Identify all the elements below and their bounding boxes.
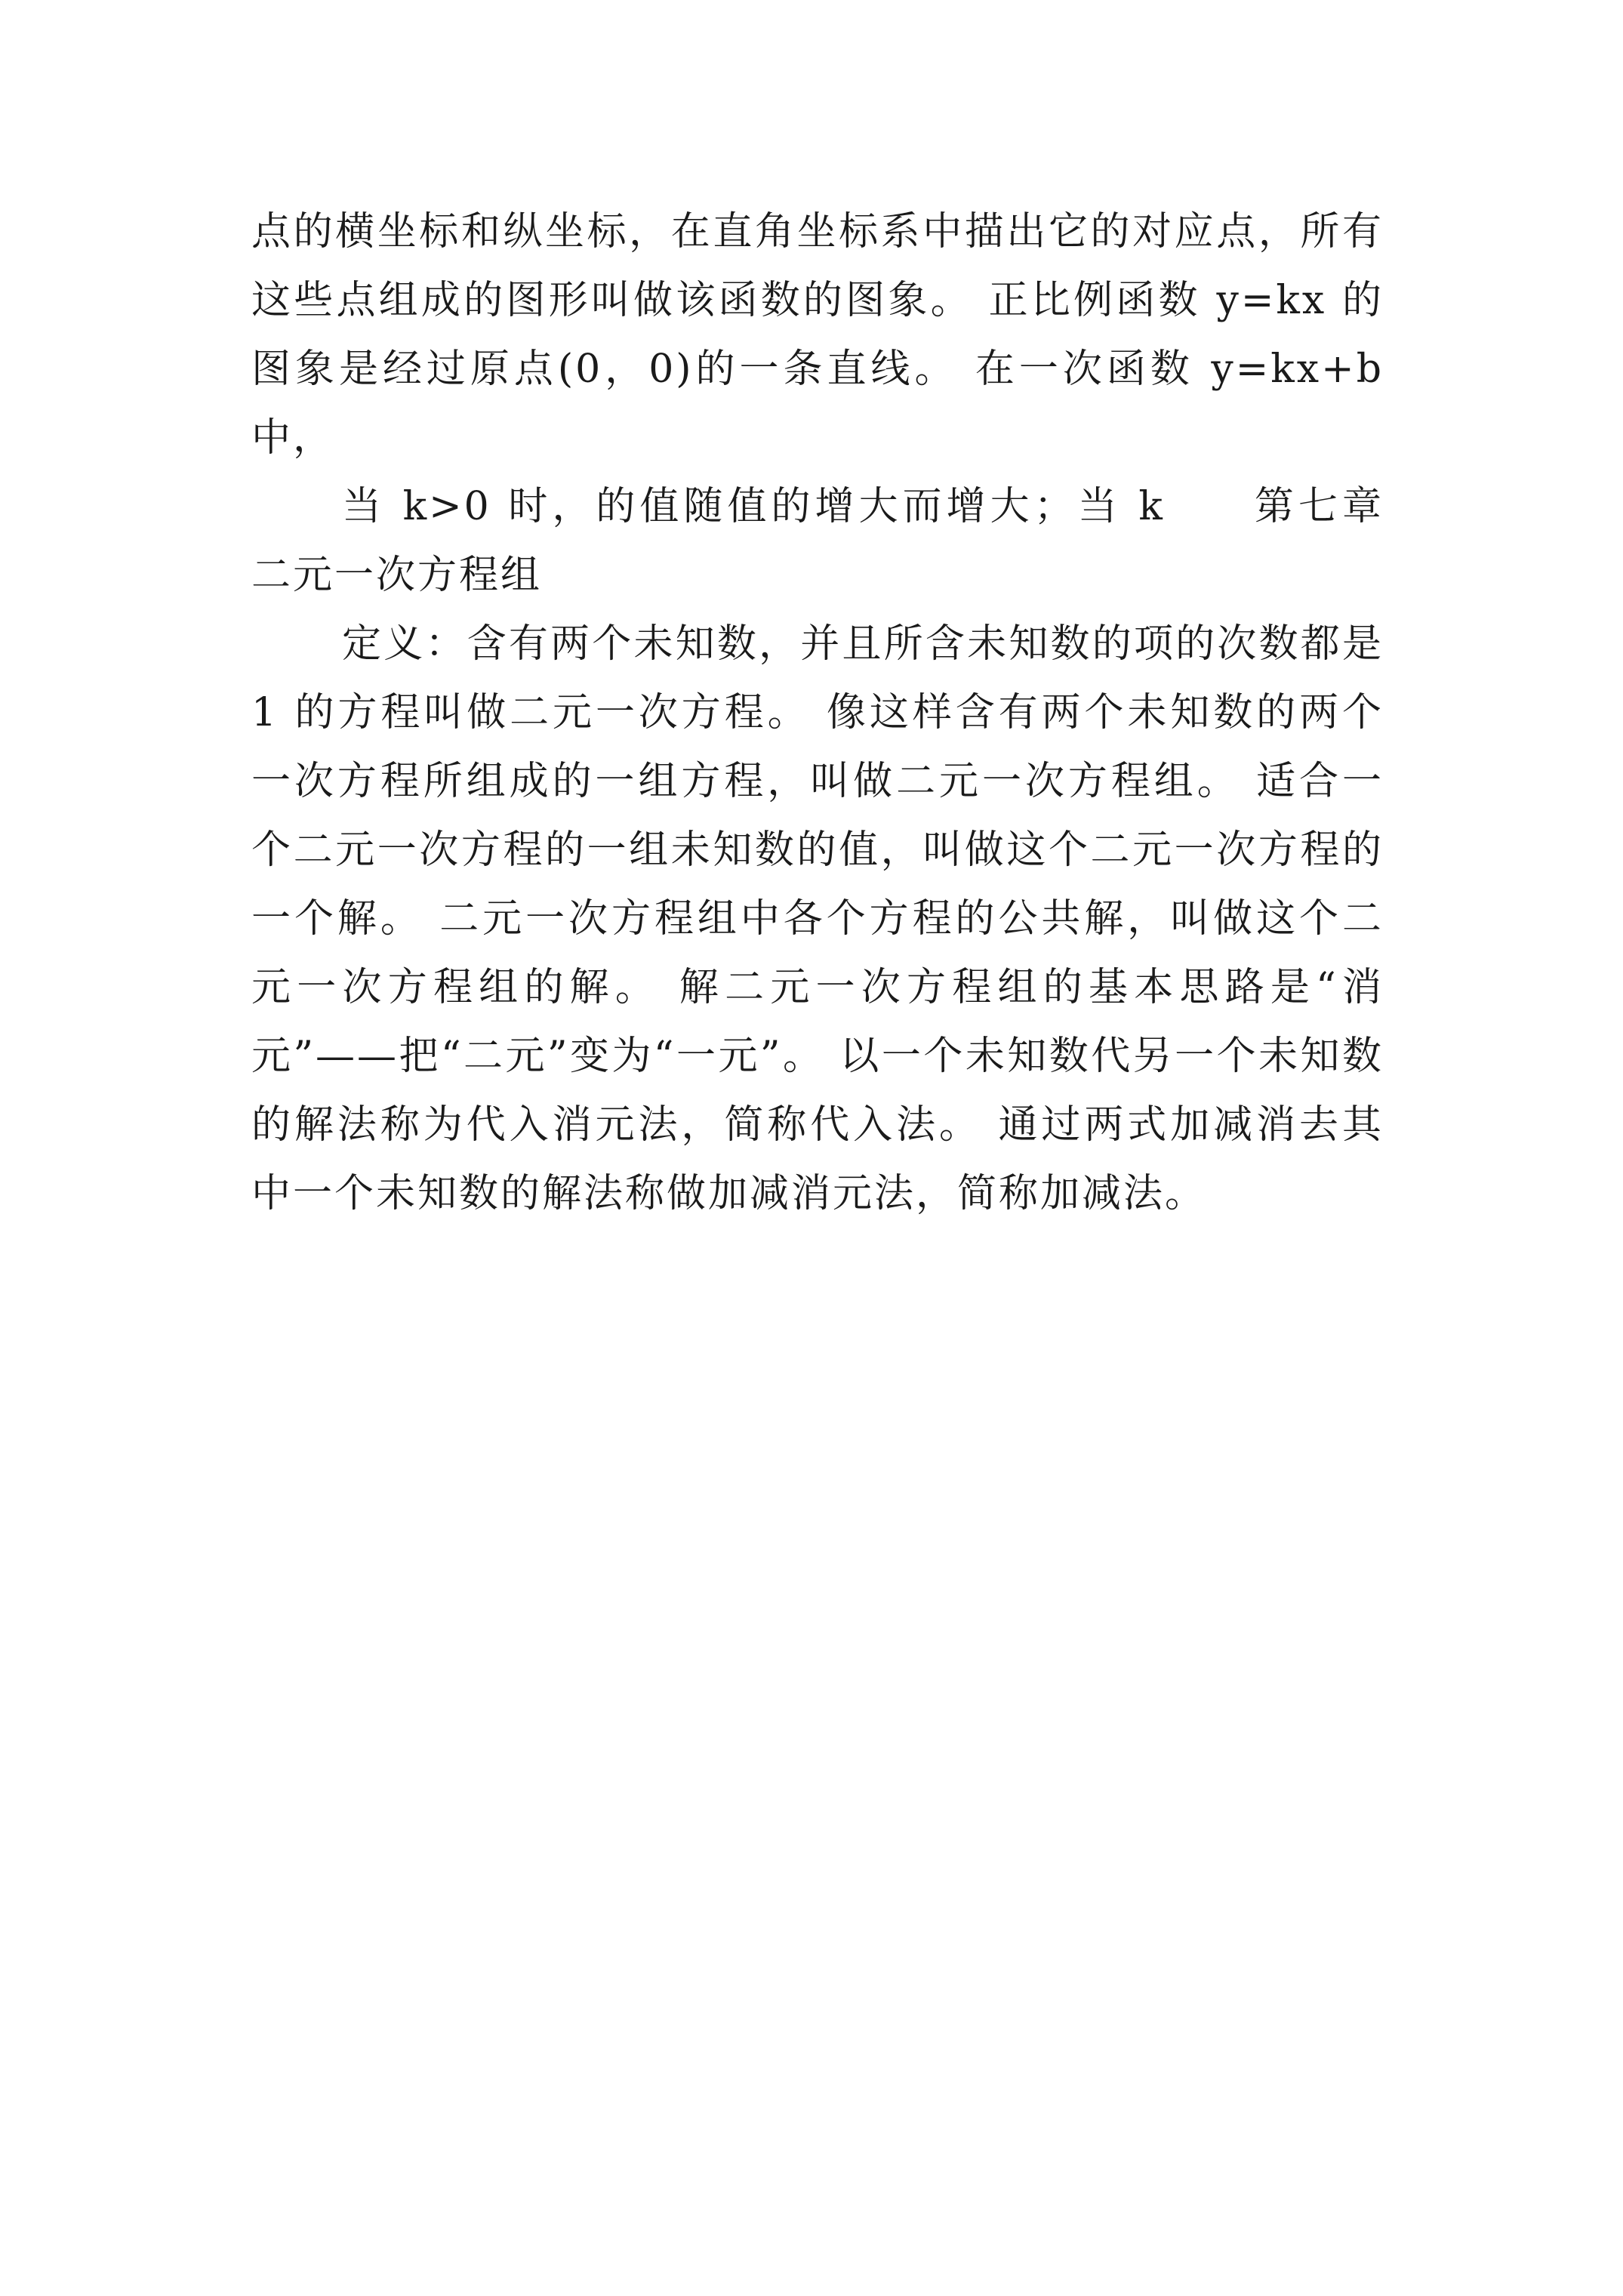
paragraph-equation-definition: 定义：含有两个未知数，并且所含未知数的项的次数都是 1 的方程叫做二元一次方程。 像这样含有两个未知数的两个一次方程所组成的一组方程，叫做二元一次方程组。 适合一个二元一次方程的一组未知数的值，叫做这个二元一次方程的一个解。 二元一次方程组中各个方程的公共解，叫做这个二元一次方程组的解。 解二元一次方程组的基本思路是“消元”——把“二元”变为“一元”。 以一个未知数代另一个未知数的解法称为代入消元法，简称代入法。 通过两式加减消去其中一个未知数的解法称做加减消元法，简称加减法。 bbox=[251, 621, 1384, 1216]
document-body bbox=[251, 198, 1384, 1228]
paragraph-function-graph: 点的横坐标和纵坐标，在直角坐标系中描出它的对应点，所有这些点组成的图形叫做该函数的图象。 正比例函数 y=kx 的图象是经过原点(0，0)的一条直线。 在一次函数 y=kx+b 中， bbox=[251, 209, 1384, 461]
paragraph-k-condition: 当 k>0 时，的值随值的增大而增大；当 k 第七章 二元一次方程组 bbox=[251, 484, 1384, 598]
